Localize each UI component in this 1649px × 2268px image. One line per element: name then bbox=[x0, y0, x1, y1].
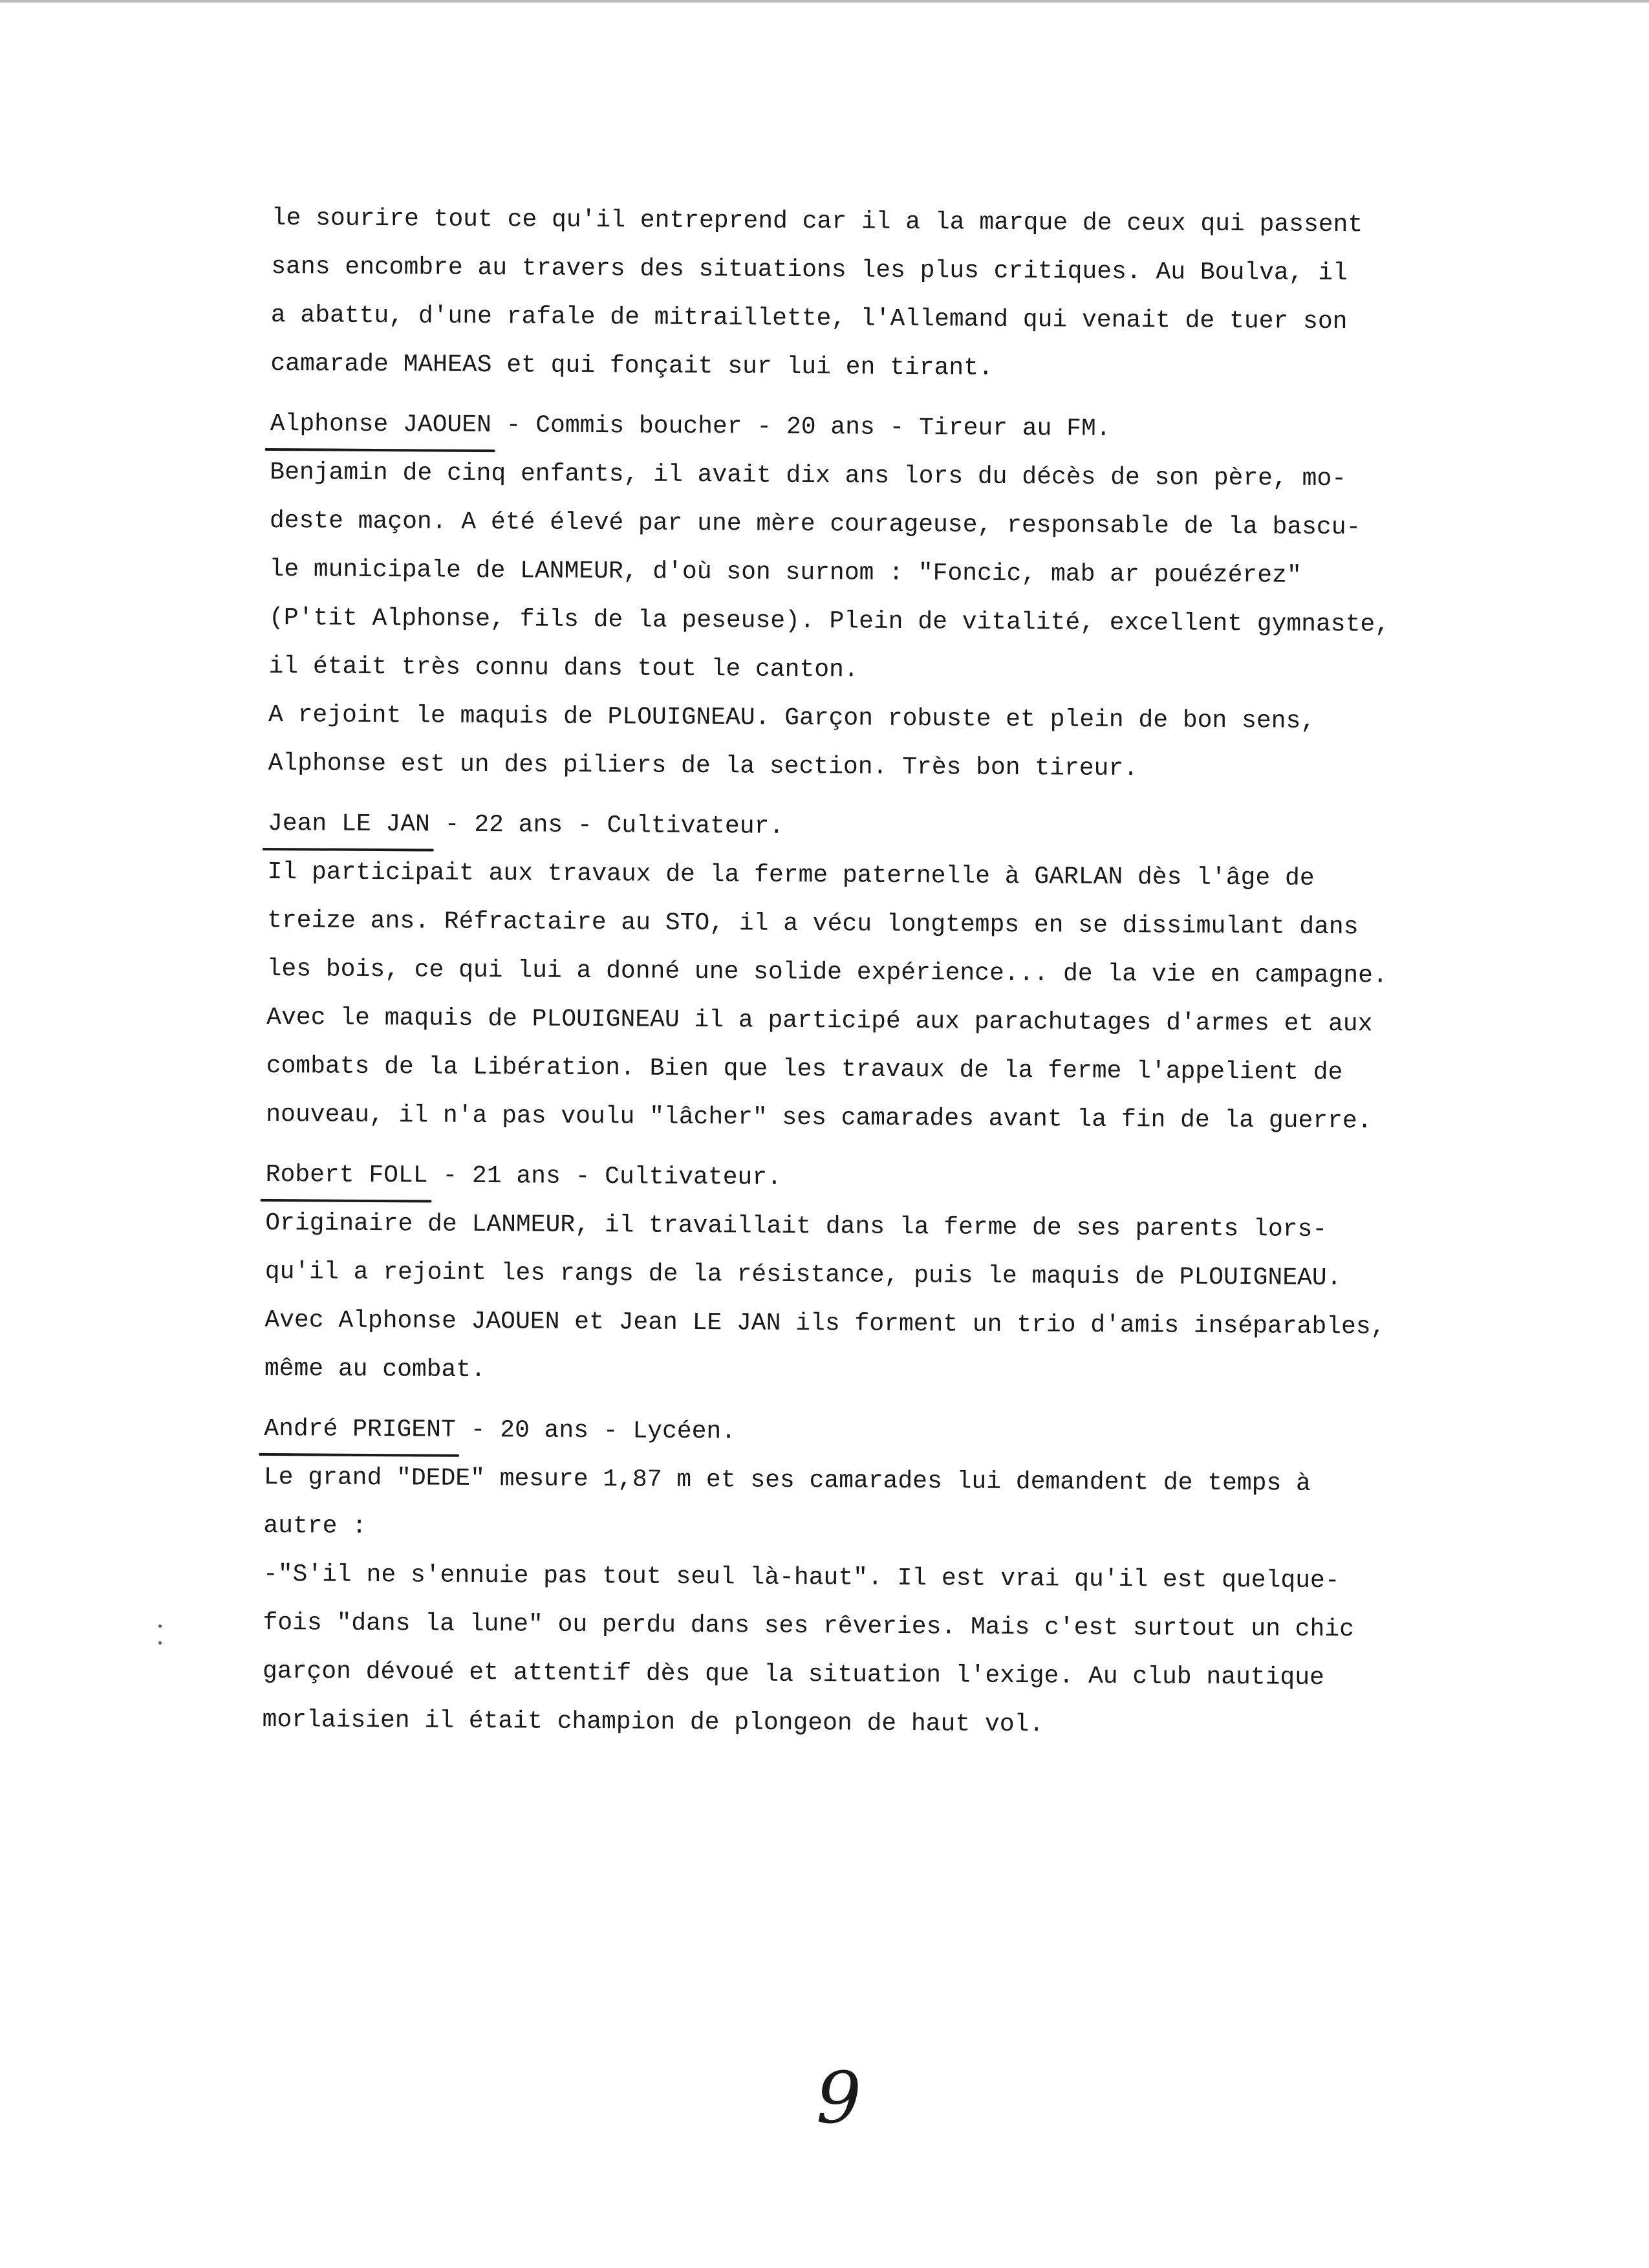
entry-details: - 21 ans - Cultivateur. bbox=[427, 1161, 782, 1192]
text-line: nouveau, il n'a pas voulu "lâcher" ses camarades avant la fin de la guerre. bbox=[266, 1100, 1372, 1136]
entry-name: Alphonse JAOUEN bbox=[270, 400, 492, 449]
text-line: qu'il a rejoint les rangs de la résistance, puis le maquis de PLOUIGNEAU. bbox=[264, 1257, 1342, 1293]
intro-paragraph bbox=[270, 194, 1558, 396]
entry-details: - 20 ans - Lycéen. bbox=[455, 1416, 737, 1446]
entry-name: Jean LE JAN bbox=[268, 799, 430, 849]
entry-jean-le-jan bbox=[266, 799, 1555, 1147]
text-line: treize ans. Réfractaire au STO, il a vécu longtemps en se dissimulant dans bbox=[267, 906, 1359, 942]
entry-alphonse-jaouen bbox=[268, 400, 1557, 795]
text-line: Benjamin de cinq enfants, il avait dix ans lors du décès de son père, mo- bbox=[270, 458, 1347, 493]
text-line: le sourire tout ce qu'il entreprend car il a la marque de ceux qui passent bbox=[271, 204, 1363, 239]
text-line: camarade MAHEAS et qui fonçait sur lui en tirant. bbox=[270, 349, 993, 382]
text-line: même au combat. bbox=[264, 1354, 486, 1385]
typed-page-body bbox=[262, 194, 1558, 1752]
scan-speck bbox=[158, 1625, 162, 1628]
entry-heading bbox=[266, 1150, 1553, 1207]
text-line: Avec le maquis de PLOUIGNEAU il a participé aux parachutages d'armes et aux bbox=[266, 1003, 1373, 1039]
entry-name: Robert FOLL bbox=[266, 1150, 428, 1200]
text-line: les bois, ce qui lui a donné une solide expérience... de la vie en campagne. bbox=[266, 955, 1388, 990]
text-line: A rejoint le maquis de PLOUIGNEAU. Garçon robuste et plein de bon sens, bbox=[268, 700, 1316, 735]
text-line: Le grand "DEDE" mesure 1,87 m et ses camarades lui demandent de temps à bbox=[263, 1463, 1311, 1498]
entry-details: - 22 ans - Cultivateur. bbox=[429, 810, 784, 841]
entry-andre-prigent bbox=[262, 1405, 1551, 1752]
page-top-edge bbox=[0, 0, 1649, 3]
text-line: fois "dans la lune" ou perdu dans ses rêveries. Mais c'est surtout un chic bbox=[263, 1608, 1355, 1644]
text-line: garçon dévoué et attentif dès que la situation l'exige. Au club nautique bbox=[262, 1657, 1325, 1692]
text-line: combats de la Libération. Bien que les travaux de la ferme l'appelient de bbox=[266, 1052, 1343, 1087]
entry-heading bbox=[264, 1405, 1551, 1461]
scan-speck bbox=[158, 1641, 162, 1645]
entry-details: - Commis boucher - 20 ans - Tireur au FM. bbox=[491, 411, 1111, 443]
text-line: autre : bbox=[263, 1511, 367, 1540]
page-number: 9 bbox=[816, 2057, 861, 2139]
entry-name: André PRIGENT bbox=[264, 1405, 456, 1454]
text-line: Originaire de LANMEUR, il travaillait dans la ferme de ses parents lors- bbox=[265, 1209, 1328, 1244]
text-line: -"S'il ne s'ennuie pas tout seul là-haut". Il est vrai qu'il est quelque- bbox=[263, 1560, 1340, 1595]
entry-heading bbox=[268, 799, 1555, 856]
text-line: a abattu, d'une rafale de mitraillette, l'Allemand qui venait de tuer son bbox=[270, 301, 1348, 336]
text-line: deste maçon. A été élevé par une mère courageuse, responsable de la bascu- bbox=[269, 506, 1361, 542]
text-line: il était très connu dans tout le canton. bbox=[268, 652, 859, 684]
entry-heading bbox=[270, 400, 1557, 456]
text-line: (P'tit Alphonse, fils de la peseuse). Plein de vitalité, excellent gymnaste, bbox=[268, 603, 1390, 639]
entry-robert-foll bbox=[264, 1150, 1553, 1401]
text-line: Alphonse est un des piliers de la section. Très bon tireur. bbox=[268, 749, 1139, 783]
text-line: le municipale de LANMEUR, d'où son surnom : "Foncic, mab ar pouézérez" bbox=[269, 555, 1302, 590]
text-line: Il participait aux travaux de la ferme paternelle à GARLAN dès l'âge de bbox=[267, 858, 1315, 892]
text-line: morlaisien il était champion de plongeon de haut vol. bbox=[262, 1705, 1044, 1739]
text-line: Avec Alphonse JAOUEN et Jean LE JAN ils forment un trio d'amis inséparables, bbox=[264, 1306, 1386, 1341]
text-line: sans encombre au travers des situations les plus critiques. Au Boulva, il bbox=[271, 252, 1348, 288]
